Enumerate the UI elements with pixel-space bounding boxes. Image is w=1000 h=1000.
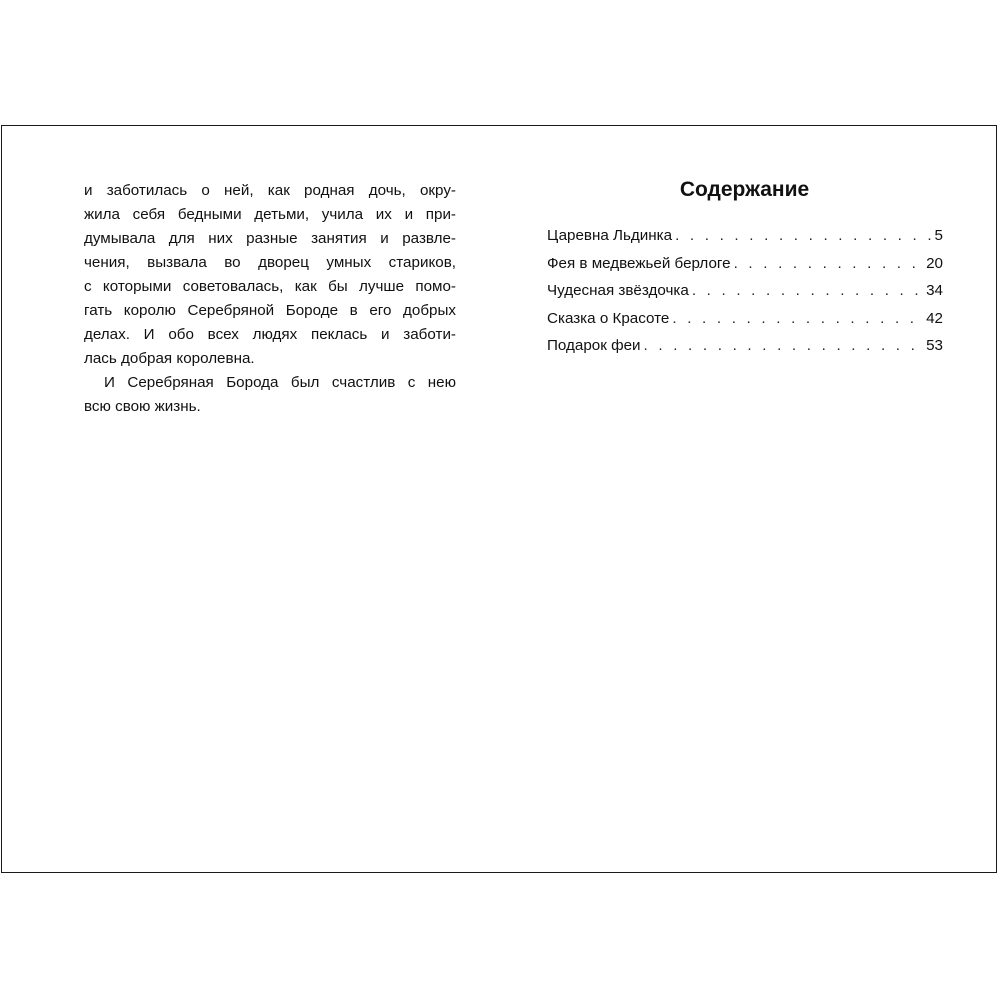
toc-leader-dots bbox=[675, 222, 931, 250]
toc-entry-title: Царевна Льдинка bbox=[547, 227, 673, 244]
book-spread bbox=[1, 125, 997, 873]
text-line: делах. И обо всех людях пеклась и заботи- bbox=[84, 326, 456, 343]
text-line: и заботилась о ней, как родная дочь, окру- bbox=[84, 182, 456, 199]
toc-leader-dots bbox=[734, 250, 924, 278]
toc-entry-page: 20 bbox=[926, 254, 943, 272]
toc-entry-page: 34 bbox=[926, 282, 943, 299]
toc-leader-dots bbox=[692, 277, 923, 305]
toc-entry bbox=[547, 250, 943, 278]
toc-entry bbox=[547, 222, 943, 250]
toc-entry-title: Подарок феи bbox=[547, 337, 641, 354]
text-line: гать королю Серебряной Бороде в его добрых bbox=[84, 302, 456, 319]
toc-entry-title: Сказка о Красоте bbox=[547, 309, 670, 327]
toc-entry bbox=[547, 332, 943, 360]
toc-leader-dots bbox=[672, 305, 923, 333]
toc-entry-page: 5 bbox=[934, 227, 943, 244]
table-of-contents bbox=[547, 222, 943, 360]
toc-leader-dots bbox=[644, 332, 924, 360]
text-line: думывала для них разные занятия и развле- bbox=[84, 230, 456, 247]
text-line: лась добрая королевна. bbox=[84, 350, 255, 367]
text-line: всю свою жизнь. bbox=[84, 398, 201, 415]
toc-entry-title: Фея в медвежьей берлоге bbox=[547, 254, 731, 272]
text-line: И Серебряная Борода был счастлив с нею bbox=[104, 374, 456, 391]
text-line: чения, вызвала во дворец умных стариков, bbox=[84, 254, 456, 271]
left-page-text bbox=[84, 179, 456, 419]
text-line: жила себя бедными детьми, учила их и при- bbox=[84, 206, 456, 223]
contents-title: Содержание bbox=[679, 178, 810, 201]
toc-entry-page: 42 bbox=[926, 309, 943, 327]
toc-entry bbox=[547, 305, 943, 333]
text-line: с которыми советовалась, как бы лучше помо- bbox=[84, 278, 456, 295]
toc-entry bbox=[547, 277, 943, 305]
toc-entry-page: 53 bbox=[926, 337, 943, 354]
toc-entry-title: Чудесная звёздочка bbox=[547, 282, 689, 299]
